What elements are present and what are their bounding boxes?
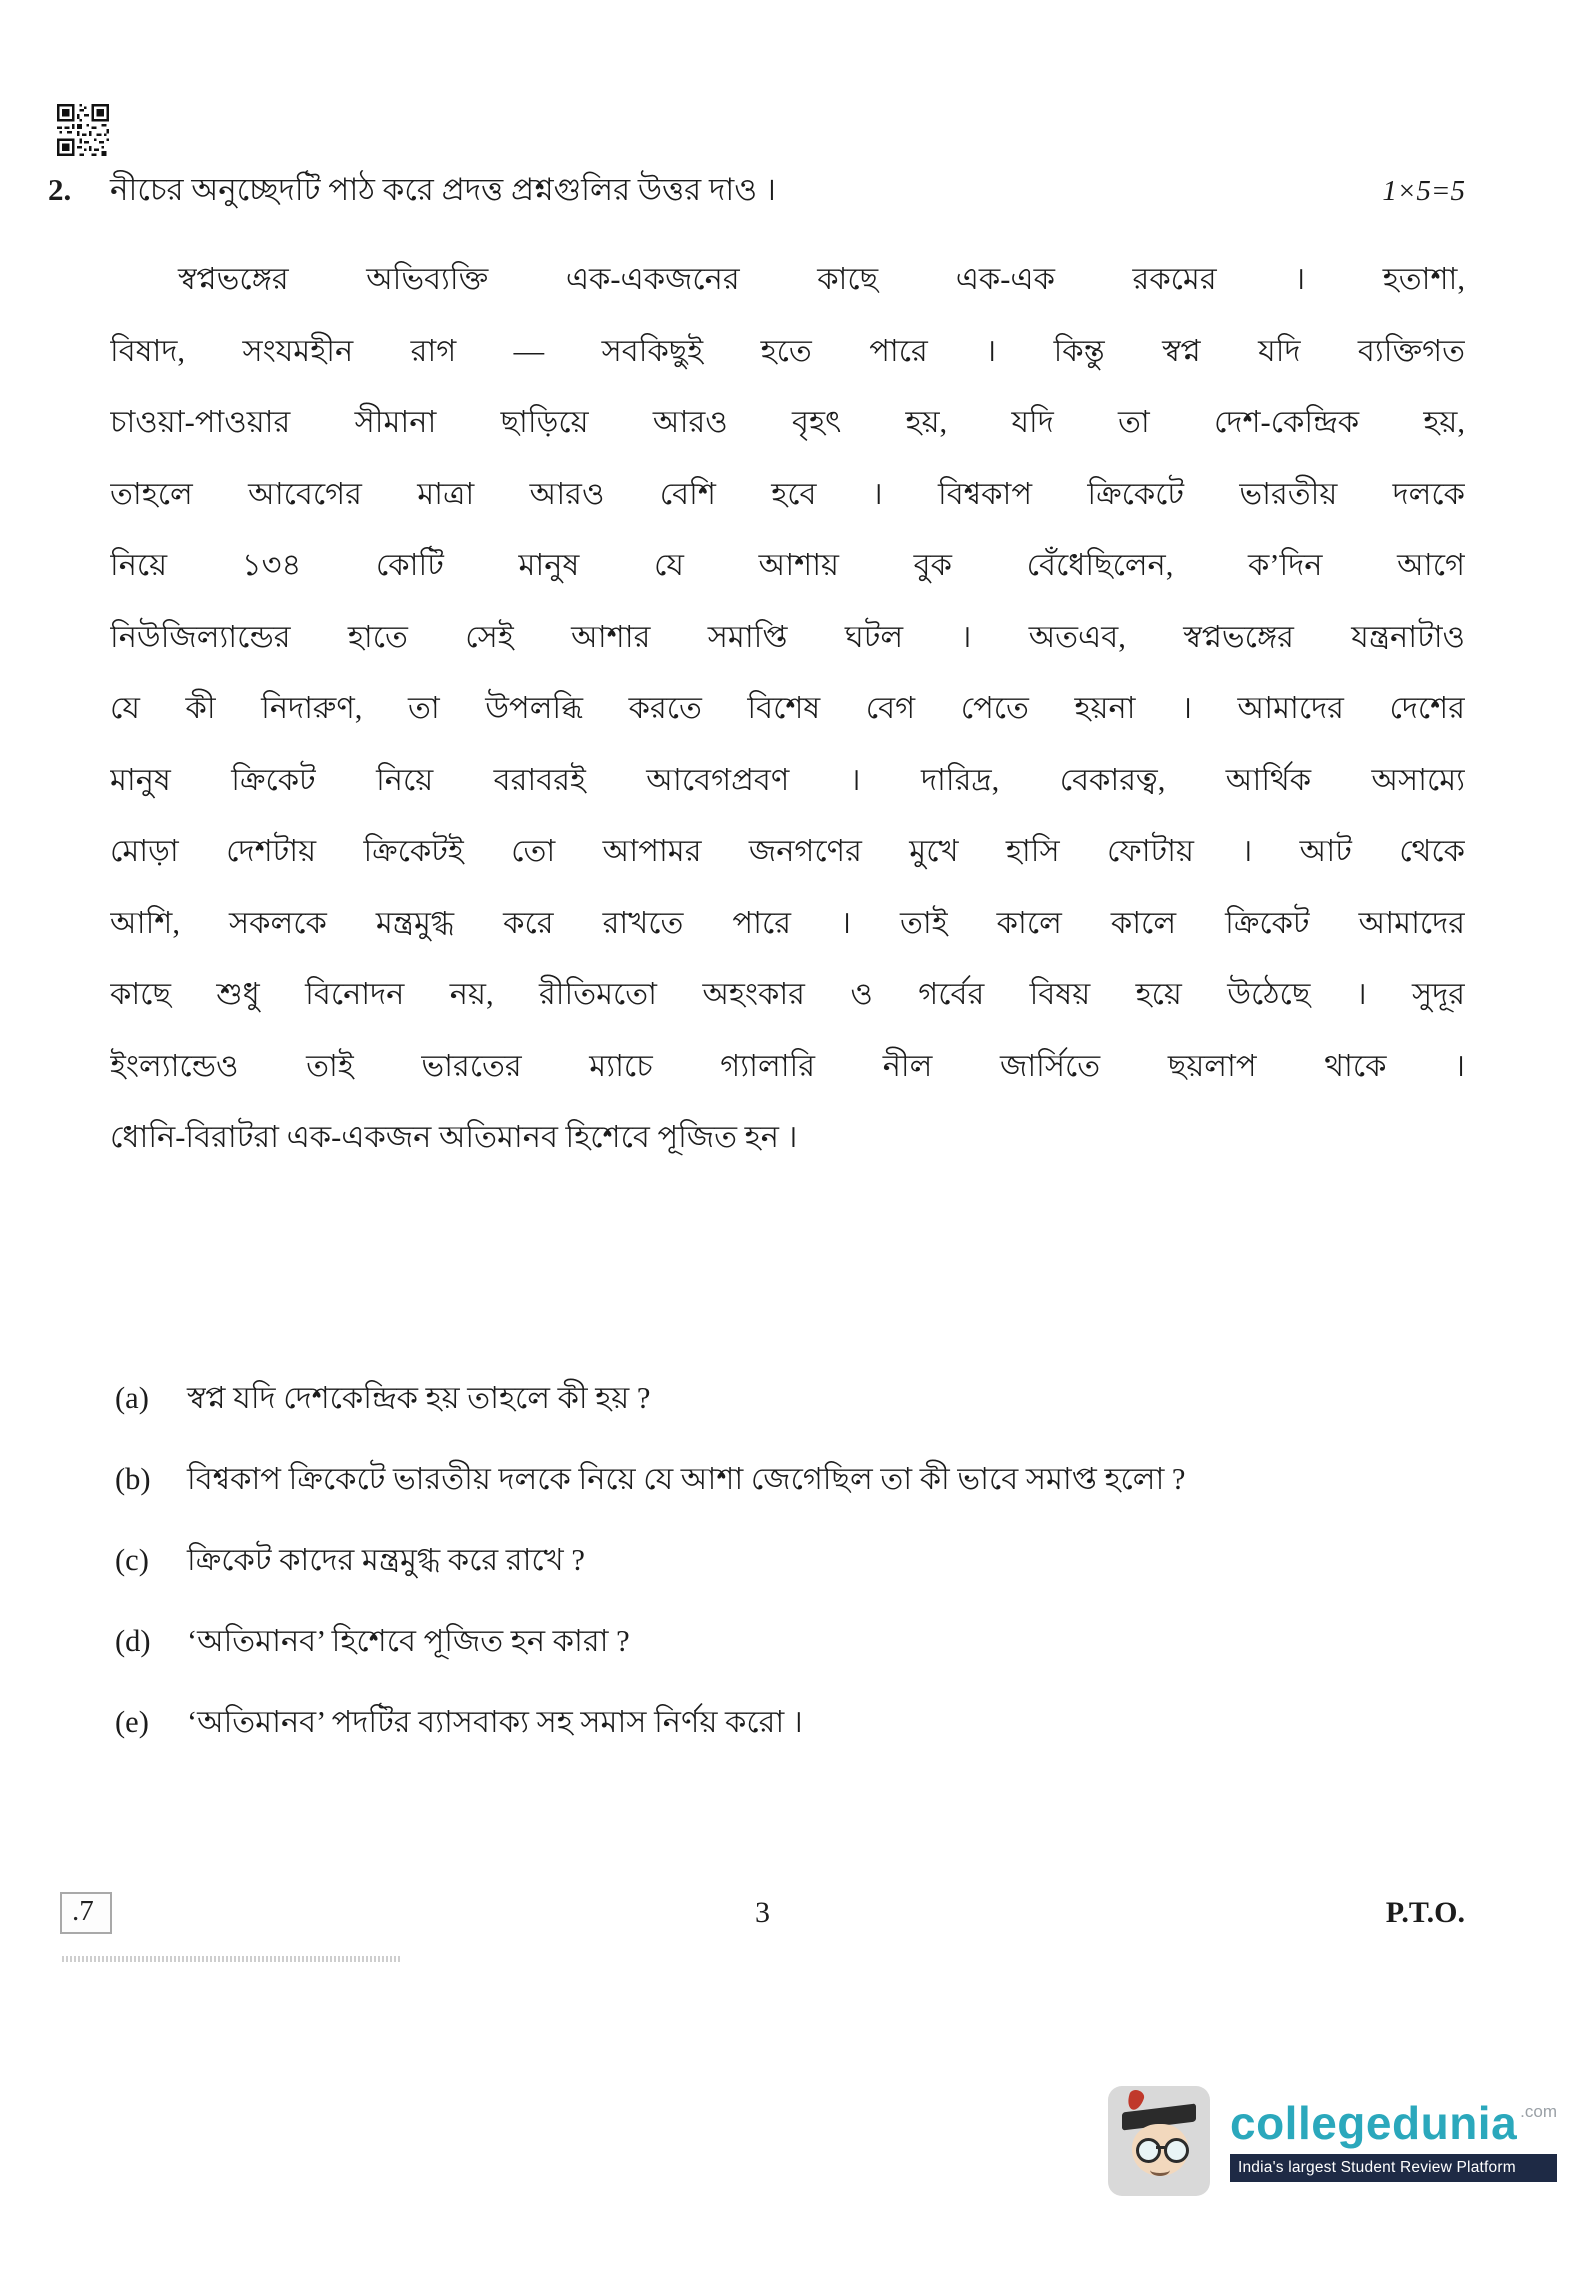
micro-print-strip — [62, 1956, 402, 1962]
sub-question-label: (a) — [115, 1381, 149, 1415]
brand-tagline: India's largest Student Review Platform — [1230, 2154, 1557, 2182]
sub-question-text: বিশ্বকাপ ক্রিকেটে ভারতীয় দলকে নিয়ে যে আশা জেগেছিল তা কী ভাবে সমাপ্ত হলো ? — [187, 1462, 1186, 1496]
sub-question-label: (e) — [115, 1705, 149, 1739]
passage-line: নিয়ে ১৩৪ কোটি মানুষ যে আশায় বুক বেঁধেছিলেন, ক’দিন আগে — [110, 548, 1465, 582]
brand-tld: .com — [1520, 2102, 1557, 2121]
collegedunia-logo — [1108, 2086, 1557, 2196]
sub-question-d — [115, 1609, 1465, 1673]
paper-code: .7 — [60, 1892, 112, 1934]
sub-question-text: ‘অতিমানব’ হিশেবে পূজিত হন কারা ? — [187, 1624, 630, 1658]
sub-question-b — [115, 1447, 1465, 1511]
qr-code-icon — [57, 104, 109, 156]
passage-line: ইংল্যান্ডেও তাই ভারতের ম্যাচে গ্যালারি নীল জার্সিতে ছয়লাপ থাকে । — [110, 1048, 1465, 1083]
passage-line: স্বপ্নভঙ্গের অভিব্যক্তি এক-একজনের কাছে এক-এক রকমের । হতাশা, — [178, 262, 1465, 296]
sub-question-label: (c) — [115, 1543, 149, 1577]
passage-line: যে কী নিদারুণ, তা উপলব্ধি করতে বিশেষ বেগ পেতে হয়না । আমাদের দেশের — [110, 691, 1465, 725]
passage-line: বিষাদ, সংযমহীন রাগ — সবকিছুই হতে পারে । কিন্তু স্বপ্ন যদি ব্যক্তিগত — [110, 333, 1465, 368]
page-number: 3 — [755, 1896, 770, 1929]
sub-question-a — [115, 1366, 1465, 1430]
collegedunia-mascot-icon — [1108, 2086, 1210, 2196]
passage-line: মোড়া দেশটায় ক্রিকেটই তো আপামর জনগণের মুখে হাসি ফোটায় । আট থেকে — [110, 834, 1465, 868]
passage-line: আশি, সকলকে মন্ত্রমুগ্ধ করে রাখতে পারে । তাই কালে কালে ক্রিকেট আমাদের — [110, 905, 1465, 940]
page-footer — [60, 1890, 1465, 1938]
sub-question-label: (d) — [115, 1624, 151, 1658]
passage-line: চাওয়া-পাওয়ার সীমানা ছাড়িয়ে আরও বৃহৎ হয়, যদি তা দেশ-কেন্দ্রিক হয়, — [110, 405, 1465, 439]
brand-name: collegedunia — [1229, 2097, 1518, 2149]
sub-question-list — [115, 1366, 1465, 1771]
brand-text — [1229, 2097, 1557, 2182]
sub-question-text: ক্রিকেট কাদের মন্ত্রমুগ্ধ করে রাখে ? — [187, 1543, 585, 1577]
passage — [110, 244, 1465, 1174]
question-number: 2. — [48, 172, 72, 207]
passage-line: তাহলে আবেগের মাত্রা আরও বেশি হবে । বিশ্বকাপ ক্রিকেটে ভারতীয় দলকে — [110, 476, 1465, 511]
sub-question-e — [115, 1690, 1465, 1754]
passage-line: ধোনি-বিরাটরা এক-একজন অতিমানব হিশেবে পূজিত হন । — [110, 1120, 798, 1154]
sub-question-label: (b) — [115, 1462, 151, 1496]
passage-line: নিউজিল্যান্ডের হাতে সেই আশার সমাপ্তি ঘটল । অতএব, স্বপ্নভঙ্গের যন্ত্রনাটাও — [110, 619, 1465, 654]
question-header — [48, 166, 1465, 218]
sub-question-c — [115, 1528, 1465, 1592]
question-instruction: নীচের অনুচ্ছেদটি পাঠ করে প্রদত্ত প্রশ্নগুলির উত্তর দাও । — [110, 172, 776, 207]
passage-line: কাছে শুধু বিনোদন নয়, রীতিমতো অহংকার ও গর্বের বিষয় হয়ে উঠেছে । সুদূর — [110, 977, 1465, 1011]
sub-question-text: ‘অতিমানব’ পদটির ব্যাসবাক্য সহ সমাস নির্ণয় করো । — [187, 1705, 803, 1739]
passage-line: মানুষ ক্রিকেট নিয়ে বরাবরই আবেগপ্রবণ । দারিদ্র, বেকারত্ব, আর্থিক অসাম্যে — [110, 762, 1465, 797]
pto-label: P.T.O. — [1385, 1896, 1465, 1929]
sub-question-text: স্বপ্ন যদি দেশকেন্দ্রিক হয় তাহলে কী হয় ? — [187, 1381, 651, 1415]
question-marks: 1×5=5 — [1382, 175, 1465, 207]
